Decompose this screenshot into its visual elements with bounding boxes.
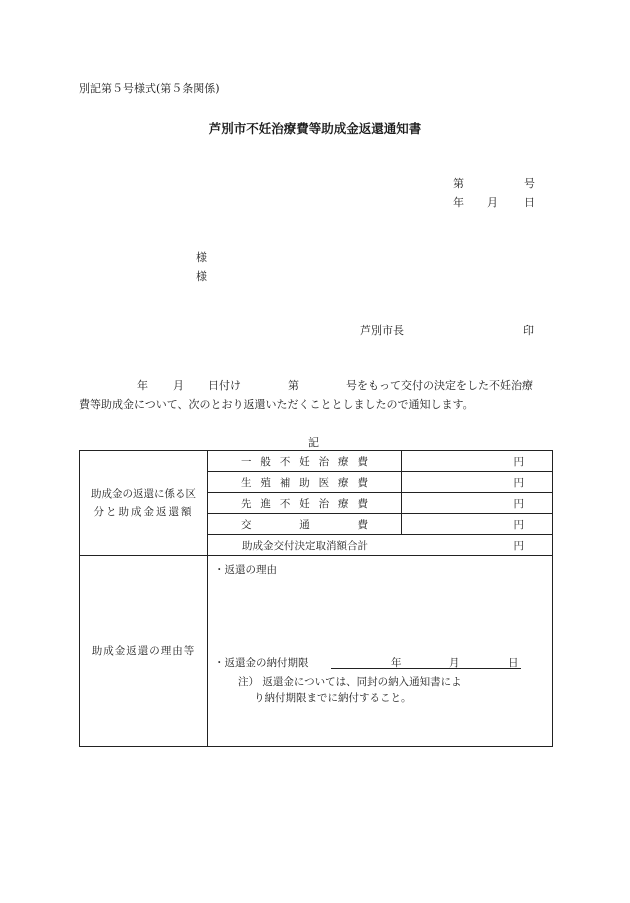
amount-cell: 円	[402, 451, 553, 472]
amount-cell: 円	[402, 493, 553, 514]
reason-cell	[208, 556, 553, 747]
refund-table	[79, 450, 553, 747]
reason-row	[80, 556, 553, 747]
body-dai: 第	[288, 379, 299, 392]
total-unit: 円	[513, 539, 524, 552]
date-day: 日	[524, 196, 535, 209]
note-line2: り納付期限までに納付すること。	[254, 692, 412, 704]
category-row-general	[80, 451, 553, 472]
reason-heading: ・返還の理由	[214, 564, 277, 576]
deadline-year: 年	[391, 657, 402, 669]
amount-cell: 円	[402, 514, 553, 535]
amount-cell: 円	[402, 472, 553, 493]
body-line2: 費等助成金について、次のとおり返還いただくこととしましたので通知します。	[79, 398, 474, 411]
issuer-seal: 印	[523, 324, 534, 337]
section1-label	[80, 451, 208, 556]
note-line1: 注） 返還金については、同封の納入通知書によ	[238, 676, 462, 688]
section1-label-line1: 助成金の返還に係る区	[91, 488, 196, 500]
total-label: 助成金交付決定取消額合計	[242, 539, 368, 552]
category-name: 生 殖 補 助 医 療 費	[208, 472, 402, 493]
body-dated: 日付け	[208, 379, 241, 392]
deadline-month: 月	[449, 657, 460, 669]
category-name: 一 般 不 妊 治 療 費	[208, 451, 402, 472]
recipient-sama-1: 様	[196, 251, 207, 264]
section1-label-line2: 分と助成金返還額	[93, 506, 194, 518]
doc-number-go: 号	[524, 177, 535, 190]
total-cell	[208, 535, 553, 556]
ki-label: 記	[308, 436, 319, 449]
section2-label: 助成金返還の理由等	[80, 556, 208, 747]
document-title: 芦別市不妊治療費等助成金返還通知書	[208, 121, 422, 136]
date-month: 月	[487, 196, 498, 209]
body-line1-rest: 号をもって交付の決定をした不妊治療	[346, 379, 533, 392]
date-year: 年	[453, 196, 464, 209]
category-name: 先 進 不 妊 治 療 費	[208, 493, 402, 514]
doc-number-dai: 第	[453, 177, 464, 190]
issuer-name: 芦別市長	[360, 324, 404, 337]
deadline-day: 日	[508, 657, 519, 669]
body-month: 月	[173, 379, 184, 392]
body-year: 年	[137, 379, 148, 392]
category-name: 交 通 費	[208, 514, 402, 535]
deadline-underline	[331, 654, 521, 669]
deadline-label: ・返還金の納付期限	[214, 657, 309, 669]
form-number: 別記第５号様式(第５条関係)	[79, 82, 220, 95]
recipient-sama-2: 様	[196, 270, 207, 283]
